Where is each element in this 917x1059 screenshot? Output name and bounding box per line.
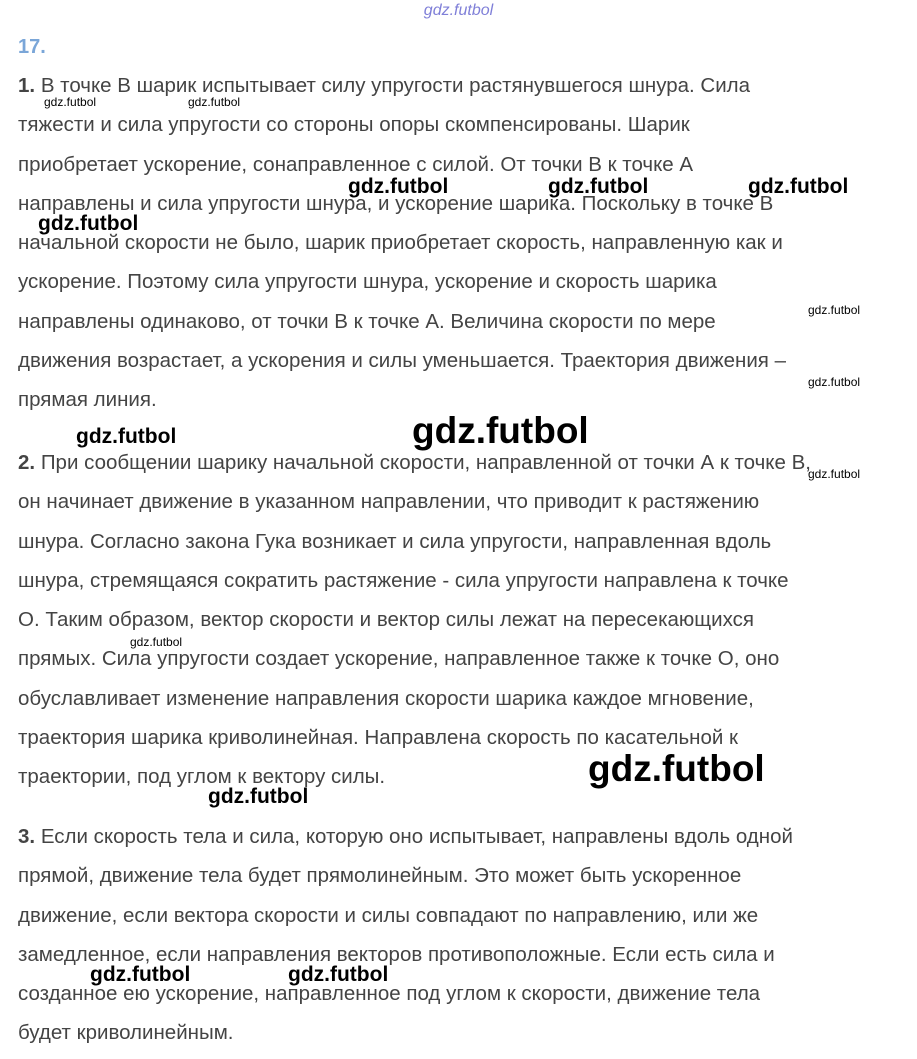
answer-line — [18, 817, 910, 856]
answer-text: движение, если вектора скорости и силы совпадают по направлению, или же — [18, 903, 759, 927]
task-number: 17. — [18, 36, 46, 58]
site-mark: gdz.futbol — [423, 2, 494, 19]
answer-text: замедленное, если направления векторов противоположные. Если есть сила и — [18, 942, 775, 966]
watermark: gdz.futbol — [748, 175, 849, 198]
answer-text: траектория шарика криволинейная. Направлена скорость по касательной к — [18, 726, 739, 750]
watermark: gdz.futbol — [548, 175, 649, 198]
answer-text: Если скорость тела и сила, которую оно испытывает, направлены вдоль одной — [40, 825, 793, 848]
answer-number: 3. — [18, 825, 36, 848]
watermark: gdz.futbol — [188, 95, 241, 109]
answer-text: направлены и сила упругости шнура, и ускорение шарика. Поскольку в точке В — [18, 191, 774, 215]
watermark: gdz.futbol — [348, 175, 449, 198]
answer-text: ускорение. Поэтому сила упругости шнура, ускорение и скорость шарика — [18, 270, 717, 294]
answer-text: тяжести и сила упругости со стороны опоры скомпенсированы. Шарик — [18, 113, 690, 137]
answer-text: будет криволинейным. — [18, 1021, 234, 1045]
answer-2 — [18, 443, 910, 797]
answer-text: шнура. Согласно закона Гука возникает и сила упругости, направленная вдоль — [18, 529, 772, 553]
answer-text: прямой, движение тела будет прямолинейным. Это может быть ускоренное — [18, 864, 742, 888]
answer-text: шнура, стремящаяся сократить растяжение - сила упругости направлена к точке — [18, 568, 789, 592]
answer-text: направлены одинаково, от точки В к точке А. Величина скорости по мере — [18, 309, 716, 333]
answer-text: движения возрастает, а ускорения и силы уменьшается. Траектория движения – — [18, 349, 786, 373]
answer-text: приобретает ускорение, сонаправленное с силой. От точки В к точке А — [18, 152, 694, 176]
watermark: gdz.futbol — [44, 95, 97, 109]
watermark: gdz.futbol — [588, 748, 765, 789]
answer-text: он начинает движение в указанном направлении, что приводит к растяжению — [18, 490, 760, 514]
answer-text: обуславливает изменение направления скорости шарика каждое мгновение, — [18, 686, 754, 710]
answer-text: При сообщении шарику начальной скорости, направленной от точки А к точке В, — [40, 451, 811, 474]
answer-1 — [18, 66, 910, 420]
answer-number: 2. — [18, 451, 36, 474]
answer-line — [18, 66, 910, 105]
watermark: gdz.futbol — [38, 212, 139, 235]
watermark: gdz.futbol — [808, 375, 861, 389]
watermark: gdz.futbol — [90, 963, 191, 986]
watermark: gdz.futbol — [808, 467, 861, 481]
answer-text: прямая линия. — [18, 388, 157, 412]
answer-text: прямых. Сила упругости создает ускорение, направленное также к точке О, оно — [18, 647, 780, 671]
answer-text: О. Таким образом, вектор скорости и вектор силы лежат на пересекающихся — [18, 608, 754, 632]
watermark: gdz.futbol — [412, 410, 589, 451]
answer-text: В точке В шарик испытывает силу упругости растянувшегося шнура. Сила — [40, 74, 751, 97]
answer-text: начальной скорости не было, шарик приобретает скорость, направленную как и — [18, 231, 783, 255]
watermark: gdz.futbol — [130, 635, 183, 649]
answer-text: созданное ею ускорение, направленное под углом к скорости, движение тела — [18, 982, 761, 1006]
answer-3 — [18, 817, 910, 1053]
answer-number: 1. — [18, 74, 36, 97]
watermark: gdz.futbol — [808, 303, 861, 317]
watermark: gdz.futbol — [76, 425, 177, 448]
watermark: gdz.futbol — [208, 785, 309, 808]
watermark: gdz.futbol — [288, 963, 389, 986]
answer-text: траектории, под углом к вектору силы. — [18, 765, 386, 789]
